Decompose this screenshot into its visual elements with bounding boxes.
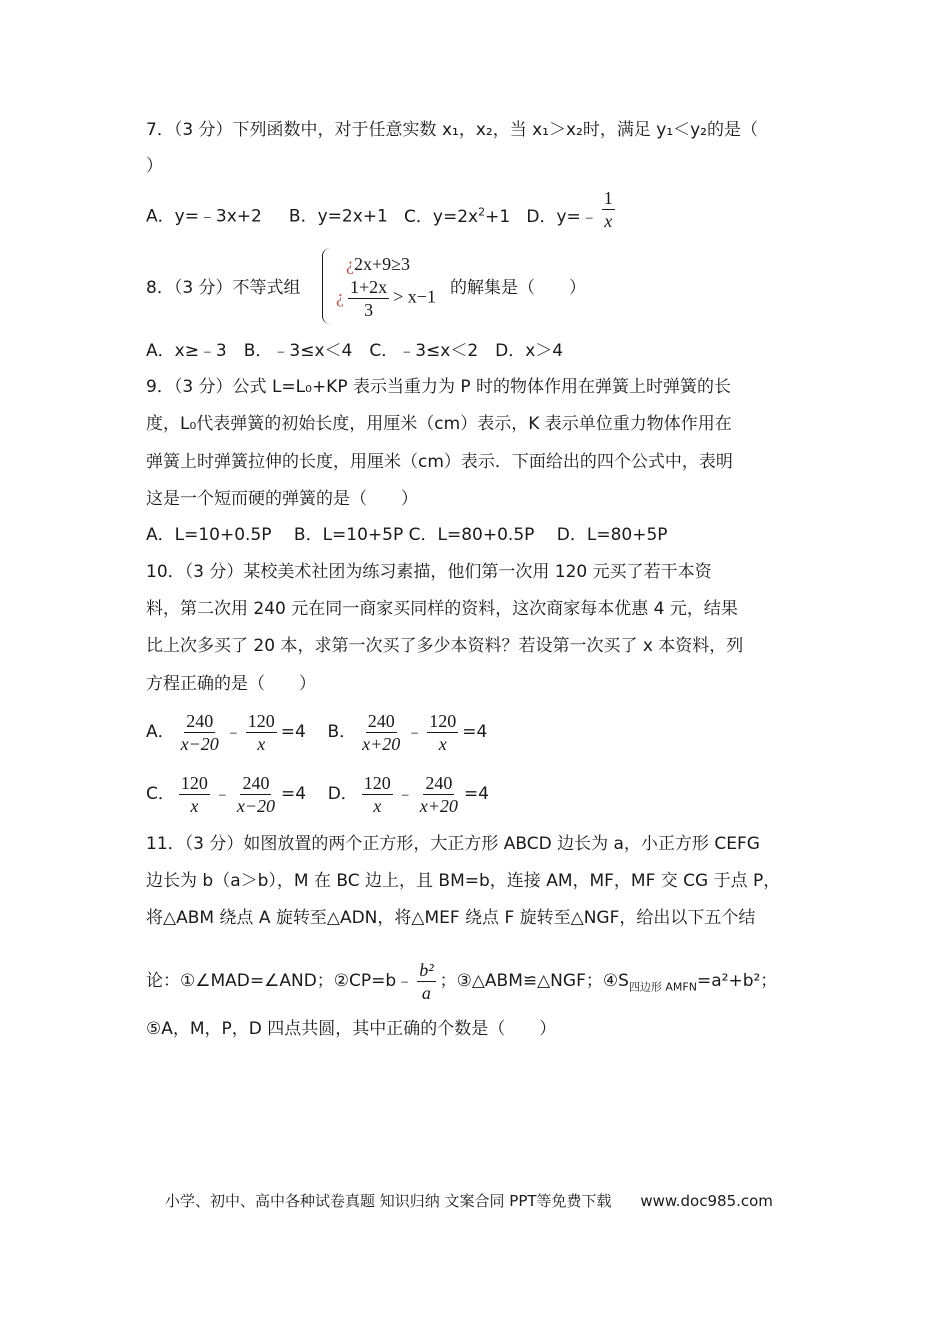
footer-text: 小学、初中、高中各种试卷真题 知识归纳 文案合同 PPT等免费下载 — [165, 1192, 612, 1210]
q10-stem-line3: 比上次多买了 20 本，求第一次买了多少本资料？若设第一次买了 x 本资料，列 — [146, 636, 744, 656]
q10-option-d: D． $\frac{120}{x}$ ﹣ $\frac{240}{x+20}$ =4 — [327, 772, 489, 816]
q9-stem-line3: 弹簧上时弹簧拉伸的长度，用厘米（cm）表示．下面给出的四个公式中，表明 — [146, 452, 733, 472]
q7-option-b: B．y=2x+1 — [288, 206, 388, 227]
system-brace — [322, 248, 333, 324]
q11-stem-line5: ⑤A，M，P，D 四点共圆，其中正确的个数是（ ） — [146, 1019, 557, 1039]
q8-prefix: 8．（3 分）不等式组 — [146, 278, 301, 298]
q7-option-c: C．$y=2x^2+1$ — [404, 205, 511, 227]
page-footer — [165, 1190, 773, 1211]
q7-option-d: D．y=﹣ $\frac{1}{x}$ — [526, 188, 613, 232]
footer-url[interactable]: www.doc985.com — [640, 1192, 773, 1210]
q10-stem-line2: 料，第二次用 240 元在同一商家买同样的资料，这次商家每本优惠 4 元，结果 — [146, 599, 738, 619]
q8-suffix: 的解集是（ ） — [450, 278, 586, 298]
q8-inequality-1: ¿2x+9≥3 — [346, 254, 411, 274]
q11-stem-line2: 边长为 b（a＞b），M 在 BC 边上，且 BM=b，连接 AM，MF，MF 交 CG 于点 P， — [146, 871, 781, 891]
q8-inequality-2: ¿ $\frac{1+2x}{3}$ > x−1 — [336, 277, 436, 320]
q10-stem-line4: 方程正确的是（ ） — [146, 674, 316, 694]
q10-options-cd — [146, 771, 489, 817]
q7-stem-line2: ） — [146, 156, 163, 176]
q10-option-a: A． $\frac{240}{x-20}$ ﹣ $\frac{120}{x}$ =4 — [146, 710, 306, 754]
q10-options-ab — [146, 709, 487, 755]
q11-stem-line4: 论：①∠MAD=∠AND；②CP=b﹣ $\frac{\text{b²}}{a}$ ；③△ABM≌△NGF；$④S_{四边形 AMFN}=a^2+b^2$； — [146, 959, 778, 1003]
q7-stem-line1: 7．（3 分）下列函数中，对于任意实数 x₁，x₂，当 x₁＞x₂时，满足 y₁＜y₂的是（ — [146, 120, 758, 140]
q8-options: A．x≥﹣3 B．﹣3≤x＜4 C．﹣3≤x＜2 D．x＞4 — [146, 341, 564, 361]
q7-options — [146, 188, 619, 232]
q11-stem-line3: 将△ABM 绕点 A 旋转至△ADN，将△MEF 绕点 F 旋转至△NGF，给出以下五个结 — [146, 908, 756, 928]
q10-stem-line1: 10．（3 分）某校美术社团为练习素描，他们第一次用 120 元买了若干本资 — [146, 562, 712, 582]
q9-stem-line1: 9．（3 分）公式 L=L₀+KP 表示当重力为 P 时的物体作用在弹簧上时弹簧的长 — [146, 377, 732, 397]
q10-option-b: B． $\frac{240}{x+20}$ ﹣ $\frac{120}{x}$ =4 — [327, 710, 488, 754]
q10-option-c: C． $\frac{120}{x}$ ﹣ $\frac{240}{x-20}$ =4 — [146, 772, 307, 816]
q9-stem-line2: 度，L₀代表弹簧的初始长度，用厘米（cm）表示，K 表示单位重力物体作用在 — [146, 414, 732, 434]
q9-options: A．L=10+0.5P B．L=10+5P C．L=80+0.5P D．L=80+5P — [146, 525, 668, 545]
q9-stem-line4: 这是一个短而硬的弹簧的是（ ） — [146, 489, 418, 509]
q11-stem-line1: 11．（3 分）如图放置的两个正方形，大正方形 ABCD 边长为 a，小正方形 CEFG — [146, 834, 760, 854]
q7-option-a: A．y=﹣3x+2 — [146, 206, 262, 227]
